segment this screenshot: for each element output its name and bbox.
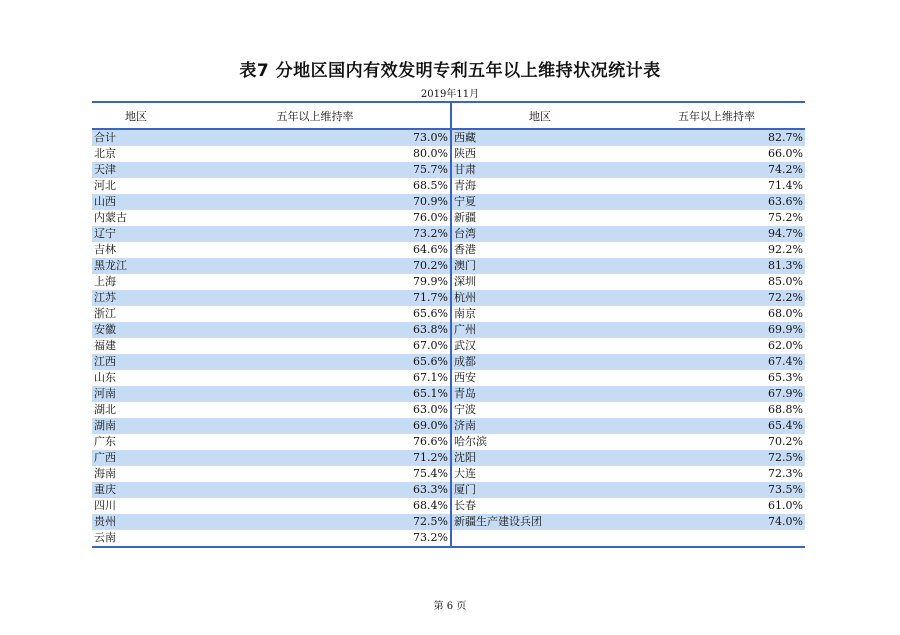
region-left-cell: 四川	[92, 498, 180, 514]
region-right-cell: 宁夏	[451, 194, 628, 210]
table-row	[92, 498, 805, 514]
table-row	[92, 370, 805, 386]
rate-left-cell: 63.3%	[180, 482, 451, 498]
table-row	[92, 482, 805, 498]
region-left-cell: 湖南	[92, 418, 180, 434]
header-region-right: 地区	[451, 102, 628, 129]
region-right-cell: 深圳	[451, 274, 628, 290]
rate-left-cell: 72.5%	[180, 514, 451, 530]
rate-left-cell: 67.0%	[180, 338, 451, 354]
region-left-cell: 贵州	[92, 514, 180, 530]
table-row	[92, 258, 805, 274]
rate-right-cell: 74.0%	[628, 514, 805, 530]
region-left-cell: 重庆	[92, 482, 180, 498]
rate-right-cell: 68.0%	[628, 306, 805, 322]
rate-right-cell: 66.0%	[628, 146, 805, 162]
rate-left-cell: 63.8%	[180, 322, 451, 338]
rate-left-cell: 63.0%	[180, 402, 451, 418]
region-right-cell: 新疆	[451, 210, 628, 226]
region-left-cell: 云南	[92, 530, 180, 547]
rate-left-cell: 79.9%	[180, 274, 451, 290]
table-row	[92, 194, 805, 210]
rate-left-cell: 69.0%	[180, 418, 451, 434]
table-row	[92, 178, 805, 194]
region-left-cell: 吉林	[92, 242, 180, 258]
table-row	[92, 386, 805, 402]
region-right-cell: 南京	[451, 306, 628, 322]
rate-left-cell: 68.5%	[180, 178, 451, 194]
region-left-cell: 河南	[92, 386, 180, 402]
rate-right-cell: 81.3%	[628, 258, 805, 274]
region-right-cell: 大连	[451, 466, 628, 482]
region-left-cell: 天津	[92, 162, 180, 178]
region-left-cell: 黑龙江	[92, 258, 180, 274]
region-left-cell: 海南	[92, 466, 180, 482]
region-right-cell: 长春	[451, 498, 628, 514]
rate-left-cell: 76.6%	[180, 434, 451, 450]
region-right-cell: 宁波	[451, 402, 628, 418]
table-row	[92, 530, 805, 547]
region-right-cell: 新疆生产建设兵团	[451, 514, 628, 530]
rate-right-cell: 72.2%	[628, 290, 805, 306]
rate-left-cell: 73.0%	[180, 129, 451, 146]
region-left-cell: 福建	[92, 338, 180, 354]
region-left-cell: 合计	[92, 129, 180, 146]
region-left-cell: 内蒙古	[92, 210, 180, 226]
rate-right-cell: 71.4%	[628, 178, 805, 194]
region-right-cell	[451, 530, 628, 547]
region-left-cell: 江苏	[92, 290, 180, 306]
report-date: 2019年11月	[420, 89, 480, 100]
table-row	[92, 418, 805, 434]
rate-left-cell: 80.0%	[180, 146, 451, 162]
region-right-cell: 广州	[451, 322, 628, 338]
page-title: 表7 分地区国内有效发明专利五年以上维持状况统计表	[239, 61, 661, 81]
region-right-cell: 甘肃	[451, 162, 628, 178]
region-right-cell: 陕西	[451, 146, 628, 162]
table-row	[92, 402, 805, 418]
rate-left-cell: 65.6%	[180, 354, 451, 370]
rate-left-cell: 68.4%	[180, 498, 451, 514]
rate-right-cell: 65.4%	[628, 418, 805, 434]
table-row	[92, 210, 805, 226]
table-row	[92, 129, 805, 146]
table-row	[92, 338, 805, 354]
region-left-cell: 浙江	[92, 306, 180, 322]
rate-left-cell: 70.2%	[180, 258, 451, 274]
rate-right-cell: 72.3%	[628, 466, 805, 482]
rate-left-cell: 75.4%	[180, 466, 451, 482]
region-left-cell: 北京	[92, 146, 180, 162]
header-rate-right: 五年以上维持率	[628, 102, 805, 129]
rate-left-cell: 76.0%	[180, 210, 451, 226]
table-row	[92, 434, 805, 450]
table-row	[92, 514, 805, 530]
rate-left-cell: 65.6%	[180, 306, 451, 322]
rate-left-cell: 73.2%	[180, 530, 451, 547]
rate-left-cell: 73.2%	[180, 226, 451, 242]
rate-left-cell: 64.6%	[180, 242, 451, 258]
region-right-cell: 西安	[451, 370, 628, 386]
header-region-left: 地区	[92, 102, 180, 129]
rate-right-cell: 70.2%	[628, 434, 805, 450]
rate-right-cell: 94.7%	[628, 226, 805, 242]
table-header	[92, 102, 805, 129]
region-right-cell: 青海	[451, 178, 628, 194]
rate-left-cell: 71.2%	[180, 450, 451, 466]
region-right-cell: 沈阳	[451, 450, 628, 466]
table-row	[92, 274, 805, 290]
rate-right-cell: 85.0%	[628, 274, 805, 290]
region-right-cell: 成都	[451, 354, 628, 370]
region-left-cell: 河北	[92, 178, 180, 194]
region-right-cell: 西藏	[451, 129, 628, 146]
table-body	[92, 129, 805, 547]
rate-right-cell: 68.8%	[628, 402, 805, 418]
rate-right-cell: 82.7%	[628, 129, 805, 146]
table-row	[92, 322, 805, 338]
rate-left-cell: 65.1%	[180, 386, 451, 402]
rate-right-cell: 72.5%	[628, 450, 805, 466]
region-left-cell: 山西	[92, 194, 180, 210]
region-left-cell: 安徽	[92, 322, 180, 338]
rate-right-cell: 65.3%	[628, 370, 805, 386]
rate-right-cell: 73.5%	[628, 482, 805, 498]
region-left-cell: 江西	[92, 354, 180, 370]
table-row	[92, 466, 805, 482]
page-number: 第 6 页	[433, 601, 467, 612]
rate-right-cell	[628, 530, 805, 547]
region-left-cell: 广东	[92, 434, 180, 450]
table-row	[92, 146, 805, 162]
region-right-cell: 香港	[451, 242, 628, 258]
table-row	[92, 450, 805, 466]
rate-right-cell: 61.0%	[628, 498, 805, 514]
region-right-cell: 青岛	[451, 386, 628, 402]
region-left-cell: 山东	[92, 370, 180, 386]
table-row	[92, 242, 805, 258]
table-row	[92, 354, 805, 370]
rate-right-cell: 74.2%	[628, 162, 805, 178]
region-right-cell: 武汉	[451, 338, 628, 354]
table-row	[92, 226, 805, 242]
region-right-cell: 哈尔滨	[451, 434, 628, 450]
rate-right-cell: 69.9%	[628, 322, 805, 338]
rate-left-cell: 71.7%	[180, 290, 451, 306]
rate-right-cell: 75.2%	[628, 210, 805, 226]
rate-right-cell: 62.0%	[628, 338, 805, 354]
table-row	[92, 306, 805, 322]
rate-right-cell: 67.4%	[628, 354, 805, 370]
region-left-cell: 上海	[92, 274, 180, 290]
stats-table	[92, 101, 805, 548]
rate-left-cell: 70.9%	[180, 194, 451, 210]
table-row	[92, 290, 805, 306]
table-row	[92, 162, 805, 178]
rate-right-cell: 63.6%	[628, 194, 805, 210]
header-rate-left: 五年以上维持率	[180, 102, 451, 129]
region-right-cell: 杭州	[451, 290, 628, 306]
region-left-cell: 湖北	[92, 402, 180, 418]
region-right-cell: 台湾	[451, 226, 628, 242]
region-right-cell: 济南	[451, 418, 628, 434]
rate-right-cell: 67.9%	[628, 386, 805, 402]
rate-left-cell: 67.1%	[180, 370, 451, 386]
region-right-cell: 厦门	[451, 482, 628, 498]
region-left-cell: 辽宁	[92, 226, 180, 242]
region-right-cell: 澳门	[451, 258, 628, 274]
region-left-cell: 广西	[92, 450, 180, 466]
rate-right-cell: 92.2%	[628, 242, 805, 258]
rate-left-cell: 75.7%	[180, 162, 451, 178]
